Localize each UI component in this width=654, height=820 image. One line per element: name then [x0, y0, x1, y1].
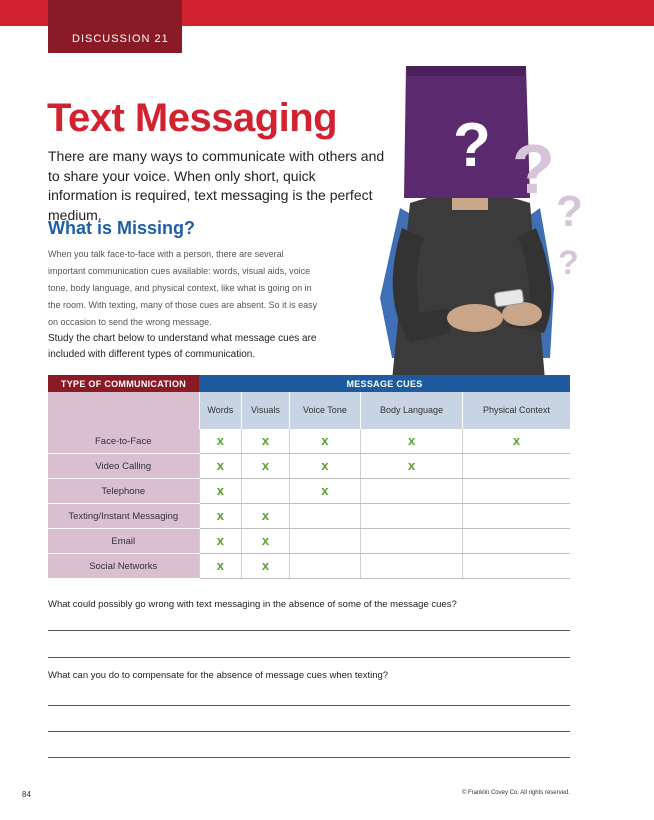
cue-cell	[199, 479, 242, 504]
page-number: 84	[22, 790, 31, 799]
check-x-icon: x	[407, 458, 416, 473]
cue-cell	[199, 554, 242, 579]
answer-line[interactable]	[48, 705, 570, 706]
float-question-mark-1: ?	[512, 130, 555, 208]
cue-cell	[242, 479, 290, 504]
cue-cell	[289, 529, 360, 554]
section-body: When you talk face-to-face with a person, there are several important communication cues available: words, visual aids, voice tone, body language, and physical context, like what is going on in the room. With texting, many of those cues are absent. So it is easy on occasion to send the wrong message.	[48, 249, 318, 327]
cue-cell	[361, 429, 463, 454]
check-x-icon: x	[261, 533, 270, 548]
check-x-icon: x	[321, 458, 329, 473]
row-label: Social Networks	[48, 554, 199, 579]
column-header: Words	[199, 392, 242, 429]
cue-cell	[242, 429, 290, 454]
cue-cell	[242, 554, 290, 579]
cue-cell	[242, 454, 290, 479]
row-label: Texting/Instant Messaging	[48, 504, 199, 529]
float-question-mark-2: ?	[556, 187, 583, 236]
check-x-icon: x	[321, 433, 329, 448]
cue-cell	[361, 529, 463, 554]
check-x-icon: x	[216, 433, 224, 448]
copyright-notice: © Franklin Covey Co. All rights reserved.	[461, 790, 570, 796]
cue-cell	[199, 529, 242, 554]
check-x-icon: x	[216, 483, 224, 498]
row-label: Face-to-Face	[48, 429, 199, 454]
check-x-icon: x	[261, 433, 270, 448]
column-header: Body Language	[361, 392, 463, 429]
section-heading: What is Missing?	[48, 218, 196, 238]
table-row	[48, 504, 570, 529]
row-label: Video Calling	[48, 454, 199, 479]
check-x-icon: x	[261, 508, 270, 523]
cue-cell	[361, 454, 463, 479]
check-x-icon: x	[261, 458, 270, 473]
check-x-icon: x	[216, 458, 224, 473]
cue-cell	[361, 554, 463, 579]
table-row	[48, 479, 570, 504]
cue-cell	[463, 554, 570, 579]
cue-cell	[289, 429, 360, 454]
intro-text: There are many ways to communicate with others and to share your voice. When only short, quick information is required, text messaging is the perfect medium.	[48, 148, 385, 223]
check-x-icon: x	[261, 558, 270, 573]
cue-cell	[289, 504, 360, 529]
cue-cell	[463, 529, 570, 554]
message-cues-table	[48, 375, 570, 579]
table-row	[48, 454, 570, 479]
column-header: Physical Context	[463, 392, 570, 429]
cue-cell	[199, 504, 242, 529]
cue-cell	[289, 454, 360, 479]
bag-question-mark: ?	[453, 111, 491, 180]
study-instruction: Study the chart below to understand what message cues are included with different types of communication.	[48, 333, 317, 360]
row-label: Telephone	[48, 479, 199, 504]
blank-header-cell	[48, 392, 199, 429]
cue-cell	[463, 454, 570, 479]
cue-cell	[242, 504, 290, 529]
question-1: What could possibly go wrong with text messaging in the absence of some of the message cues?	[48, 599, 457, 610]
column-header: Voice Tone	[289, 392, 360, 429]
check-x-icon: x	[216, 533, 224, 548]
page-title: Text Messaging	[47, 96, 338, 140]
answer-line[interactable]	[48, 630, 570, 631]
cue-cell	[242, 529, 290, 554]
float-question-mark-3: ?	[558, 244, 579, 282]
question-2: What can you do to compensate for the absence of message cues when texting?	[48, 670, 389, 681]
table-row	[48, 529, 570, 554]
answer-line[interactable]	[48, 657, 570, 658]
check-x-icon: x	[512, 433, 521, 448]
check-x-icon: x	[407, 433, 416, 448]
check-x-icon: x	[216, 508, 224, 523]
answer-line[interactable]	[48, 731, 570, 732]
row-label: Email	[48, 529, 199, 554]
discussion-tab: DISCUSSION 21	[48, 0, 182, 53]
person-with-bag-illustration	[340, 58, 654, 380]
column-header: Visuals	[242, 392, 290, 429]
check-x-icon: x	[216, 558, 224, 573]
cue-cell	[463, 429, 570, 454]
cue-cell	[199, 429, 242, 454]
type-header: TYPE OF COMMUNICATION	[48, 375, 199, 392]
table-row	[48, 429, 570, 454]
cues-header: MESSAGE CUES	[199, 375, 570, 392]
cue-cell	[361, 479, 463, 504]
table-row	[48, 554, 570, 579]
cue-cell	[289, 479, 360, 504]
answer-line[interactable]	[48, 757, 570, 758]
cue-cell	[199, 454, 242, 479]
cue-cell	[361, 504, 463, 529]
cue-cell	[463, 504, 570, 529]
cue-cell	[463, 479, 570, 504]
check-x-icon: x	[321, 483, 329, 498]
cue-cell	[289, 554, 360, 579]
